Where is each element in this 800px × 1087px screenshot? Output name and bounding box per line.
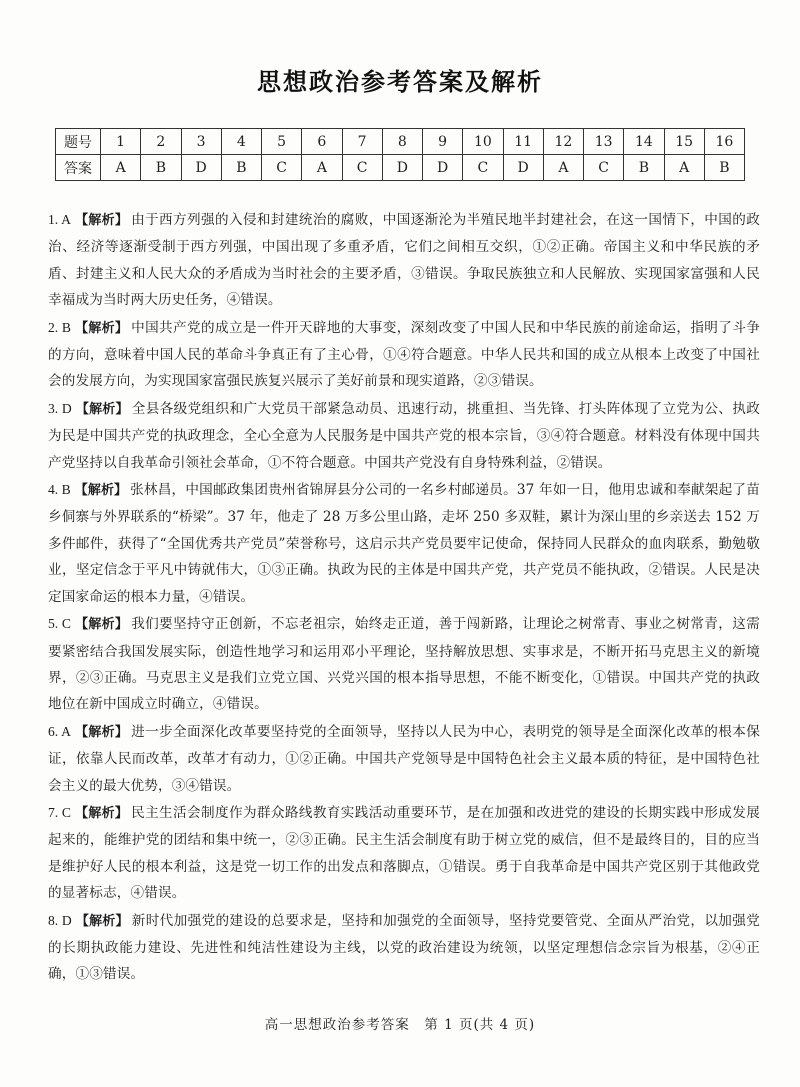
- question-number-cell: 6: [302, 129, 342, 155]
- explanation-item: [48, 315, 760, 395]
- page-title: 思想政治参考答案及解析: [257, 68, 543, 96]
- item-text: 全县各级党组织和广大党员干部紧急动员、迅速行动，挑重担、当先锋、打头阵体现了立党为公、执政为民是中国共产党的执政理念，全心全意为人民服务是中国共产党的根本宗旨，③④符合题意。材料没有体现中国共产党坚持以自我革命引领社会革命，①不符合题意。中国共产党没有自身特殊利益，②错误。: [48, 400, 760, 471]
- answer-cell: A: [101, 155, 141, 181]
- answer-cell: B: [624, 155, 664, 181]
- item-text: 张林昌，中国邮政集团贵州省锦屏县分公司的一名乡村邮递员。37 年如一日，他用忠诚和奉献架起了苗乡侗寨与外界联系的“桥梁”。37 年，他走了 28 万多公里山路，走坏 250 多双鞋，累计为深山里的乡亲送去 152 万多件邮件，获得了“全国优秀共产党员”荣誉称号，这启示共产党员要牢记使命，保持同人民群众的血肉联系，勤勉敬业，坚定信念于平凡中铸就伟大，①③正确。执政为民的主体是中国共产党，共产党员不能执政，②错误。人民是决定国家命运的根本力量，④错误。: [48, 482, 760, 605]
- answer-cell: C: [584, 155, 624, 181]
- item-number: 8. D: [48, 912, 72, 928]
- question-number-cell: 16: [704, 129, 744, 155]
- question-number-cell: 3: [181, 129, 221, 155]
- item-text: 我们要坚持守正创新，不忘老祖宗，始终走正道，善于闯新路，让理论之树常青、事业之树常青，这需要紧密结合我国发展实际，创造性地学习和运用邓小平理论，坚持解放思想、实事求是，不断开拓马克思主义的新境界，②③正确。马克思主义是我们立党立国、兴党兴国的根本指导思想，不能不断变化，①错误。中国共产党的执政地位在新中国成立时确立，④错误。: [48, 616, 760, 713]
- analysis-tag: 【解析】: [74, 483, 128, 499]
- item-number: 1. A: [48, 212, 71, 227]
- answer-row: [56, 155, 745, 181]
- answer-cell: B: [141, 155, 181, 181]
- analysis-tag: 【解析】: [74, 320, 129, 336]
- answer-cell: A: [302, 155, 342, 181]
- question-number-cell: 2: [141, 129, 181, 155]
- answer-cell: A: [543, 155, 583, 181]
- answer-cell: A: [664, 155, 704, 181]
- question-number-cell: 13: [584, 129, 624, 155]
- analysis-tag: 【解析】: [75, 401, 129, 417]
- item-number: 3. D: [48, 400, 72, 416]
- answer-cell: D: [423, 155, 463, 181]
- page-footer: 高一思想政治参考答案 第 1 页(共 4 页): [264, 1017, 536, 1033]
- item-text: 新时代加强党的建设的总要求是，坚持和加强党的全面领导，坚持党要管党、全面从严治党，以加强党的长期执政能力建设、先进性和纯洁性建设为主线，以党的政治建设为统领，以坚定理想信念宗旨为根基，②④正确，①③错误。: [48, 912, 760, 983]
- answer-cell: B: [704, 155, 744, 181]
- item-text: 由于西方列强的入侵和封建统治的腐败，中国逐渐沦为半殖民地半封建社会，在这一国情下，中国的政治、经济等逐渐受制于西方列强，中国出现了多重矛盾，它们之间相互交织，①②正确。帝国主义和中华民族的矛盾、封建主义和人民大众的矛盾成为当时社会的主要矛盾，③错误。争取民族独立和人民解放、实现国家富强和人民幸福成为当时两大历史任务，④错误。: [48, 212, 760, 309]
- item-number: 5. C: [48, 616, 71, 632]
- item-text: 进一步全面深化改革要坚持党的全面领导，坚持以人民为中心，表明党的领导是全面深化改革的根本保证，依靠人民而改革，改革才有动力，①②正确。中国共产党领导是中国特色社会主义最本质的特征，是中国特色社会主义的最大优势，③④错误。: [48, 723, 760, 794]
- answer-cell: D: [503, 155, 543, 181]
- answer-cell: C: [342, 155, 382, 181]
- item-number: 6. A: [48, 723, 71, 739]
- question-number-cell: 12: [543, 129, 583, 155]
- item-text: 中国共产党的成立是一件开天辟地的大事变，深刻改变了中国人民和中华民族的前途命运，指明了斗争的方向，意味着中国人民的革命斗争真正有了主心骨，①④符合题意。中华人民共和国的成立从根本上改变了中国社会的发展方向，为实现国家富强民族复兴展示了美好前景和现实道路，②③错误。: [48, 319, 760, 390]
- explanation-item: [48, 719, 760, 799]
- analysis-tag: 【解析】: [74, 805, 129, 821]
- question-number-row: [56, 129, 745, 155]
- item-number: 4. B: [48, 482, 71, 498]
- answer-cell: B: [221, 155, 261, 181]
- explanations: [48, 207, 760, 989]
- explanation-item: [48, 800, 760, 907]
- analysis-tag: 【解析】: [75, 913, 129, 929]
- explanation-item: [48, 477, 760, 610]
- item-text: 民主生活会制度作为群众路线教育实践活动重要环节，是在加强和改进党的建设的长期实践中形成发展起来的，能维护党的团结和集中统一，②③正确。民主生活会制度有助于树立党的威信，但不是最终目的，目的应当是维护好人民的根本利益，这是党一切工作的出发点和落脚点，①错误。勇于自我革命是中国共产党区别于其他政党的显著标志，④错误。: [48, 804, 760, 902]
- explanation-item: [48, 396, 760, 476]
- answer-header: 答案: [56, 155, 101, 181]
- question-number-cell: 7: [342, 129, 382, 155]
- question-number-cell: 14: [624, 129, 664, 155]
- question-number-cell: 10: [463, 129, 503, 155]
- answer-cell: D: [181, 155, 221, 181]
- analysis-tag: 【解析】: [74, 213, 129, 228]
- analysis-tag: 【解析】: [74, 617, 129, 633]
- answer-cell: C: [262, 155, 302, 181]
- explanation-item: [48, 908, 760, 988]
- question-number-cell: 11: [503, 129, 543, 155]
- answer-cell: D: [382, 155, 422, 181]
- answer-cell: C: [463, 155, 503, 181]
- explanation-item: [48, 611, 760, 718]
- question-number-cell: 9: [423, 129, 463, 155]
- item-number: 2. B: [48, 319, 71, 335]
- answer-table: [55, 128, 745, 181]
- question-number-cell: 1: [101, 129, 141, 155]
- question-number-cell: 4: [221, 129, 261, 155]
- analysis-tag: 【解析】: [74, 724, 129, 740]
- question-number-cell: 5: [262, 129, 302, 155]
- explanation-item: [48, 207, 760, 314]
- question-number-header: 题号: [56, 129, 101, 155]
- item-number: 7. C: [48, 804, 71, 820]
- question-number-cell: 8: [382, 129, 422, 155]
- question-number-cell: 15: [664, 129, 704, 155]
